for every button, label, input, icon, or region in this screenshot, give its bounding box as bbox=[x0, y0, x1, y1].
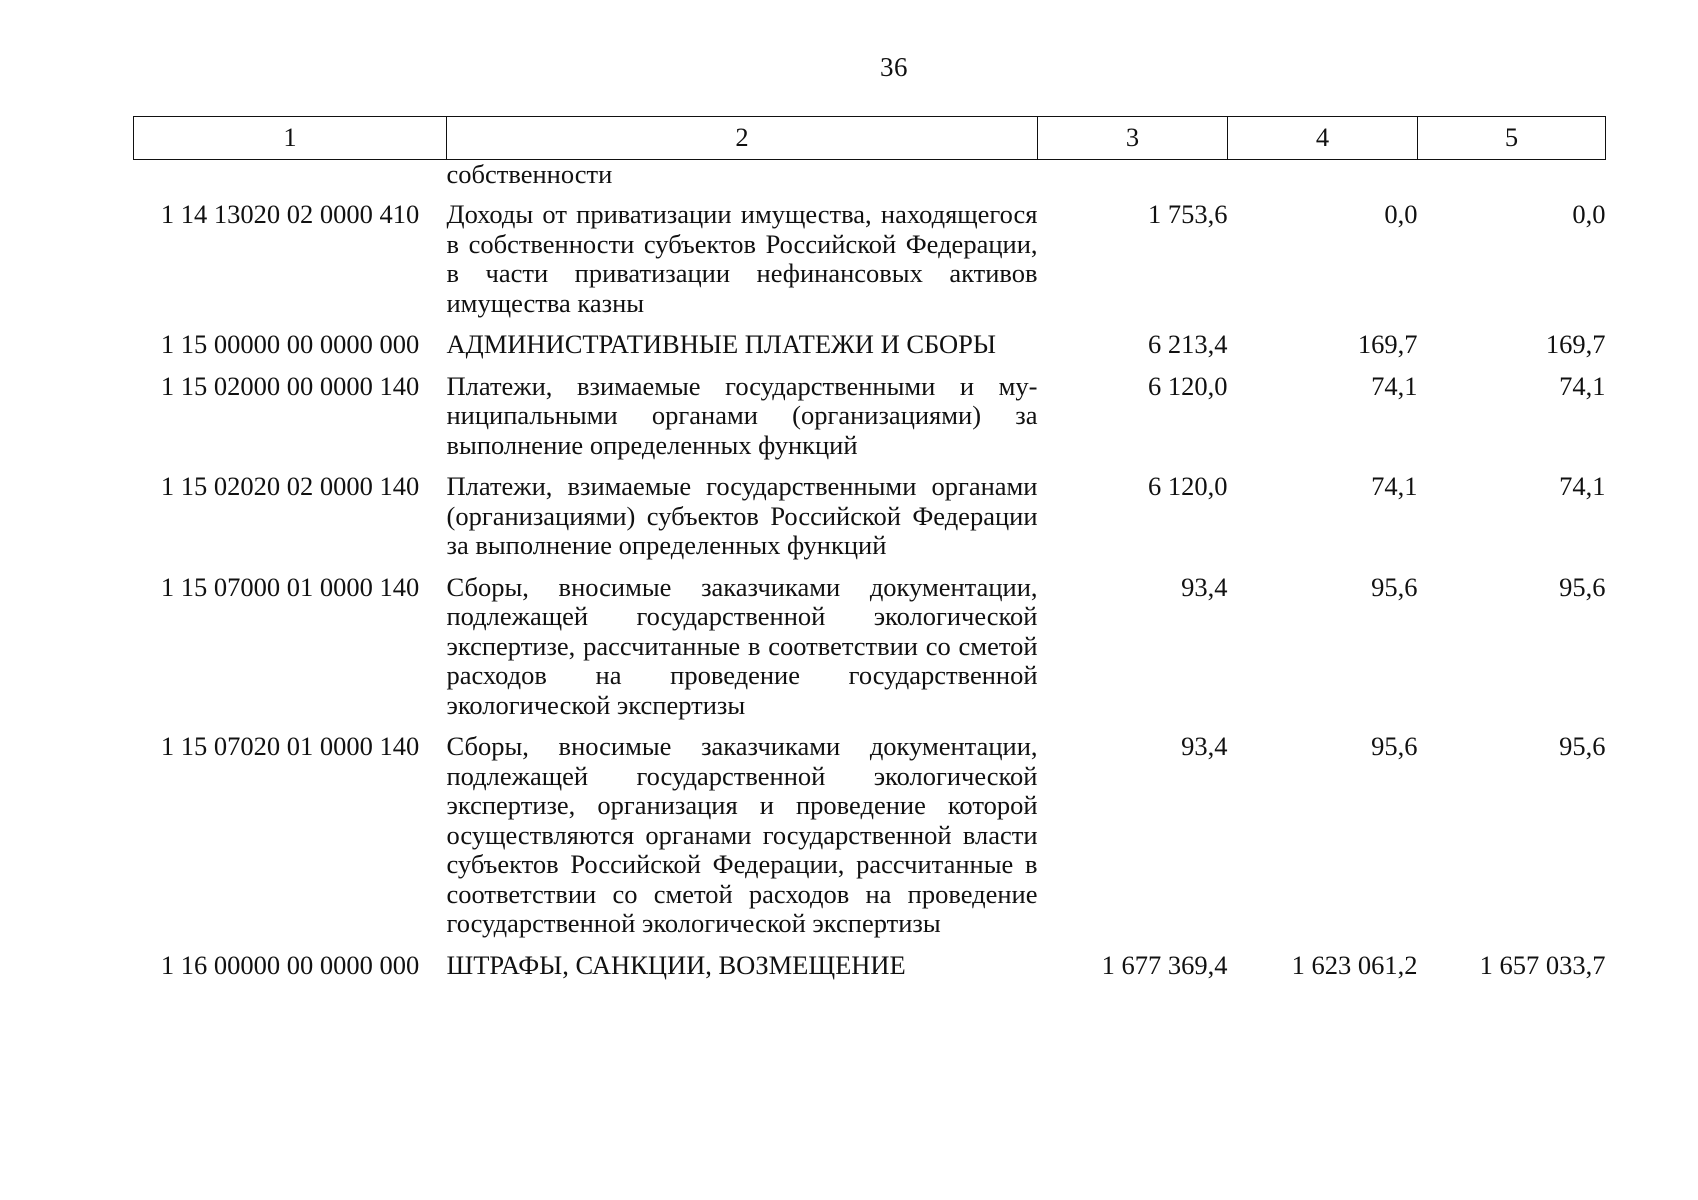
value-col4: 0,0 bbox=[1384, 199, 1418, 229]
value-col3: 93,4 bbox=[1181, 571, 1228, 602]
table-row bbox=[134, 573, 1606, 733]
value-col5: 95,6 bbox=[1559, 571, 1606, 602]
value-col4: 95,6 bbox=[1371, 571, 1418, 602]
column-header-2: 2 bbox=[447, 117, 1038, 160]
value-col4: 74,1 bbox=[1371, 370, 1418, 401]
income-name: Сборы, вносимые заказчиками документации, подлежащей государственной экологической экспертизе, рассчитанные в соответствии со сметой расходов на проведение государственной экологической экспертизы bbox=[446, 571, 1038, 720]
table-row bbox=[134, 732, 1606, 951]
table-header bbox=[134, 117, 1606, 160]
table-row bbox=[134, 372, 1606, 473]
page-number: 36 bbox=[880, 52, 908, 82]
value-col5: 1 657 033,7 bbox=[1479, 949, 1606, 980]
budget-code: 1 15 02000 00 0000 140 bbox=[160, 370, 420, 401]
value-col4: 169,7 bbox=[1357, 329, 1418, 359]
table-row bbox=[134, 200, 1606, 330]
table-row bbox=[134, 951, 1606, 993]
value-col5: 74,1 bbox=[1559, 471, 1606, 501]
column-header-1: 1 bbox=[134, 117, 447, 160]
value-col3: 6 120,0 bbox=[1148, 370, 1228, 401]
value-col4: 1 623 061,2 bbox=[1291, 949, 1418, 980]
column-header-4: 4 bbox=[1228, 117, 1418, 160]
header-row bbox=[134, 117, 1606, 160]
value-col5: 169,7 bbox=[1545, 329, 1606, 359]
continuation-text: собственности bbox=[446, 159, 613, 189]
value-col4: 95,6 bbox=[1371, 731, 1418, 761]
value-col5: 0,0 bbox=[1572, 199, 1606, 229]
value-col3: 6 213,4 bbox=[1148, 329, 1228, 359]
income-name: ШТРАФЫ, САНКЦИИ, ВОЗМЕЩЕНИЕ bbox=[446, 949, 906, 980]
continuation-code-cell bbox=[134, 160, 447, 201]
income-name: Платежи, взимаемые государственными органами (организациями) субъектов Российской Федерации за выполнение определенных функций bbox=[446, 471, 1038, 560]
budget-code: 1 15 07000 01 0000 140 bbox=[160, 571, 420, 602]
budget-table bbox=[133, 116, 1606, 992]
value-col3: 1 753,6 bbox=[1148, 199, 1228, 229]
value-col3: 93,4 bbox=[1181, 731, 1228, 761]
table-body bbox=[134, 160, 1606, 993]
budget-code: 1 16 00000 00 0000 000 bbox=[160, 949, 420, 980]
table-row bbox=[134, 472, 1606, 573]
value-col5: 95,6 bbox=[1559, 731, 1606, 761]
budget-code: 1 15 02020 02 0000 140 bbox=[160, 471, 420, 501]
budget-code: 1 15 07020 01 0000 140 bbox=[160, 731, 420, 761]
table-row bbox=[134, 330, 1606, 372]
value-col4: 74,1 bbox=[1371, 471, 1418, 501]
budget-code: 1 15 00000 00 0000 000 bbox=[160, 329, 420, 359]
income-name: Платежи, взимаемые государственными и муниципальными органами (организациями) за выполнение определенных функций bbox=[446, 370, 1038, 460]
column-header-5: 5 bbox=[1418, 117, 1606, 160]
continuation-row bbox=[134, 160, 1606, 201]
budget-code: 1 14 13020 02 0000 410 bbox=[160, 199, 420, 229]
income-name: АДМИНИСТРАТИВНЫЕ ПЛАТЕЖИ И СБОРЫ bbox=[446, 329, 997, 359]
income-name: Сборы, вносимые заказчиками документации, подлежащей государственной экологической экспертизе, организация и проведение которой осуществляются органами государственной власти субъектов Российской Федерации, рассчитанные в соответствии со сметой расходов на проведение государственной экологической экспертизы bbox=[446, 731, 1038, 938]
column-header-3: 3 bbox=[1038, 117, 1228, 160]
income-name: Доходы от приватизации имущества, находящегося в собственности субъектов Российской Федерации, в части приватизации нефинансовых активов имущества казны bbox=[446, 199, 1038, 318]
value-col5: 74,1 bbox=[1559, 370, 1606, 401]
value-col3: 6 120,0 bbox=[1148, 471, 1228, 501]
value-col3: 1 677 369,4 bbox=[1101, 949, 1228, 980]
